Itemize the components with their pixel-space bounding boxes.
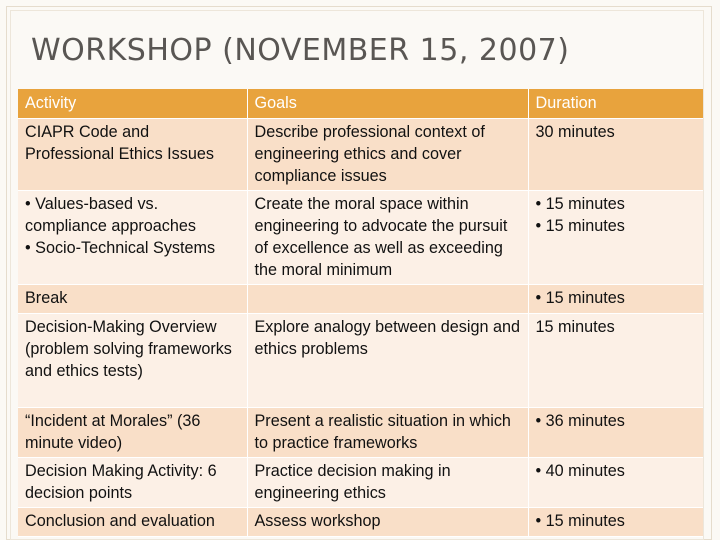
- cell-duration: 15 minutes: [528, 314, 703, 408]
- cell-goals: Assess workshop: [247, 508, 528, 537]
- table-row: [18, 314, 703, 408]
- table-row: [18, 408, 703, 458]
- cell-activity: Decision-Making Overview (problem solving frameworks and ethics tests): [18, 314, 247, 408]
- slide-title: WORKSHOP (NOVEMBER 15, 2007): [31, 33, 570, 68]
- cell-activity: Conclusion and evaluation: [18, 508, 247, 537]
- cell-activity: CIAPR Code and Professional Ethics Issues: [18, 119, 247, 191]
- cell-duration: • 15 minutes: [528, 508, 703, 537]
- cell-goals: Explore analogy between design and ethics problems: [247, 314, 528, 408]
- cell-goals: Create the moral space within engineering to advocate the pursuit of excellence as well as exceeding the moral minimum: [247, 191, 528, 285]
- table-row: [18, 119, 703, 191]
- cell-activity: [18, 191, 247, 285]
- cell-activity: Break: [18, 285, 247, 314]
- cell-duration: [528, 191, 703, 285]
- cell-goals: Present a realistic situation in which to practice frameworks: [247, 408, 528, 458]
- workshop-table: [18, 89, 703, 537]
- header-activity: Activity: [18, 89, 247, 119]
- cell-duration-text: • 15 minutes • 15 minutes: [535, 195, 625, 235]
- cell-activity: “Incident at Morales” (36 minute video): [18, 408, 247, 458]
- table-header-row: [18, 89, 703, 119]
- table-row: [18, 191, 703, 285]
- cell-goals: Describe professional context of engineering ethics and cover compliance issues: [247, 119, 528, 191]
- table-row: [18, 508, 703, 537]
- cell-duration: • 36 minutes: [528, 408, 703, 458]
- table-row: [18, 285, 703, 314]
- cell-goals: [247, 285, 528, 314]
- cell-activity-text: • Values-based vs. compliance approaches • Socio-Technical Systems: [25, 195, 216, 257]
- cell-duration: • 40 minutes: [528, 458, 703, 508]
- header-goals: Goals: [247, 89, 528, 119]
- cell-duration: • 15 minutes: [528, 285, 703, 314]
- table-row: [18, 458, 703, 508]
- cell-goals: Practice decision making in engineering ethics: [247, 458, 528, 508]
- cell-activity: Decision Making Activity: 6 decision points: [18, 458, 247, 508]
- header-duration: Duration: [528, 89, 703, 119]
- cell-duration: 30 minutes: [528, 119, 703, 191]
